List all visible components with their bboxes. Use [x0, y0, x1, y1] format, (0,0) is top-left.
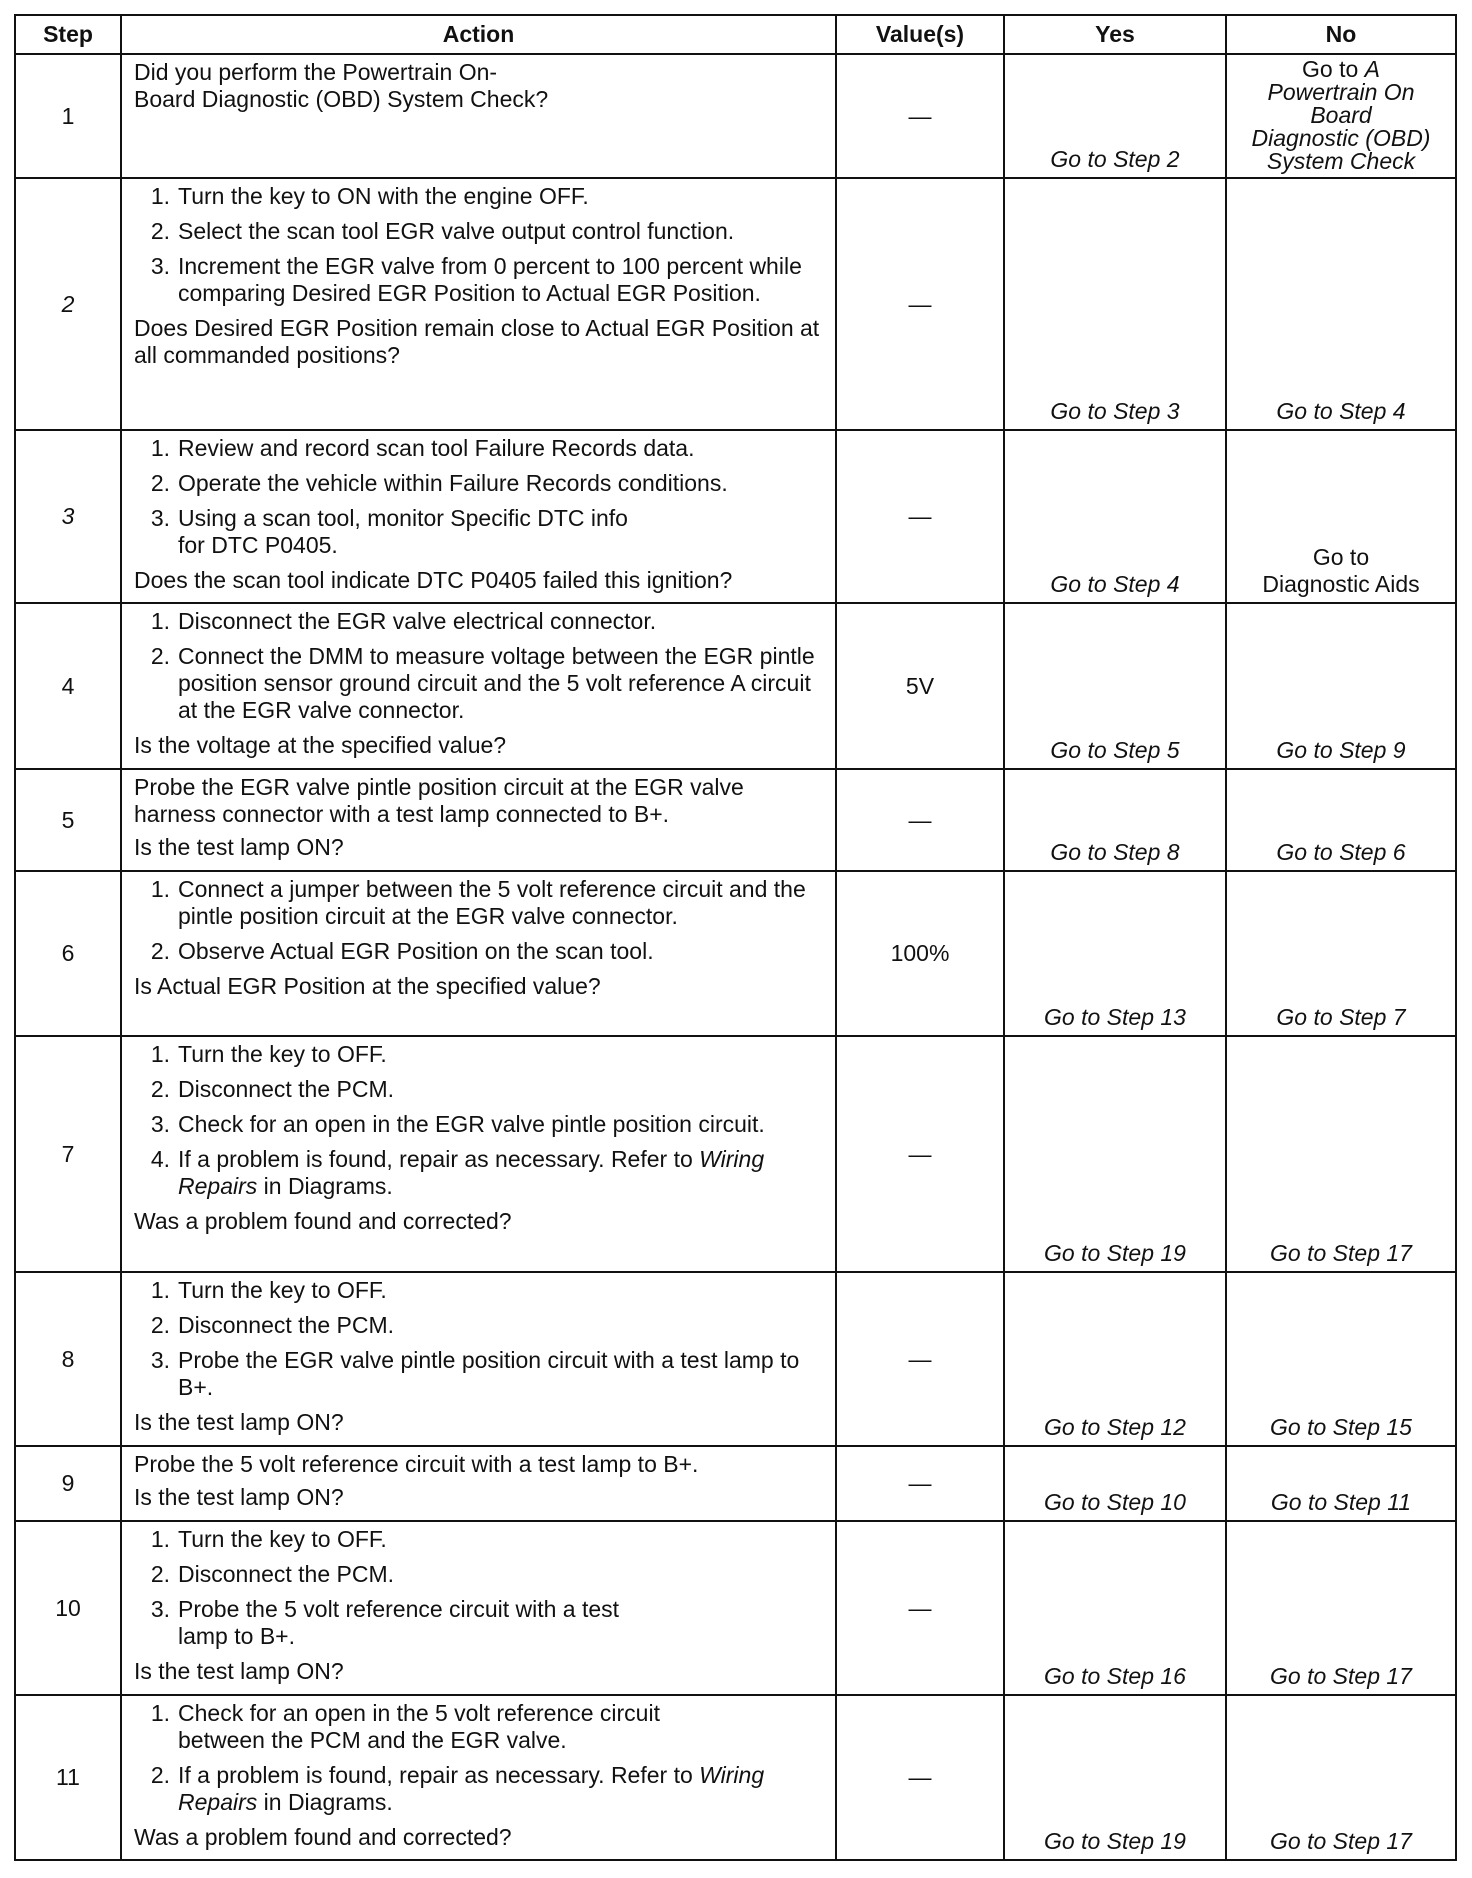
step-number: 6 — [15, 871, 121, 1036]
value-cell: — — [836, 1521, 1004, 1695]
no-cell: Go to Step 4 — [1226, 178, 1456, 430]
header-action: Action — [121, 15, 836, 54]
action-text: Probe the 5 volt reference circuit with a test lamp to B+. — [134, 1451, 699, 1477]
value-cell: — — [836, 1695, 1004, 1860]
step-number: 7 — [15, 1036, 121, 1272]
table-row — [15, 603, 1456, 769]
step-number: 1 — [15, 54, 121, 178]
action-question: Is the test lamp ON? — [134, 1409, 344, 1435]
no-cell: Go to Step 17 — [1226, 1521, 1456, 1695]
no-cell: Go to Step 7 — [1226, 871, 1456, 1036]
no-cell: Go to Step 17 — [1226, 1036, 1456, 1272]
action-item: 1. Turn the key to OFF. — [150, 1277, 387, 1303]
action-item: 3. Probe the 5 volt reference circuit with a test lamp to B+. — [150, 1596, 620, 1649]
action-cell — [121, 871, 836, 1036]
value-cell: 100% — [836, 871, 1004, 1036]
action-question: Does Desired EGR Position remain close to Actual EGR Position at all commanded positions? — [134, 315, 820, 368]
no-cell: Go to Step 9 — [1226, 603, 1456, 769]
action-item: 2. Disconnect the PCM. — [150, 1312, 395, 1338]
yes-cell: Go to Step 8 — [1004, 769, 1226, 871]
action-item: 1. Connect a jumper between the 5 volt reference circuit and the pintle position circuit at the EGR valve connector. — [150, 876, 806, 929]
table-row — [15, 1272, 1456, 1446]
action-cell — [121, 1695, 836, 1860]
header-step: Step — [15, 15, 121, 54]
value-cell: — — [836, 769, 1004, 871]
yes-cell: Go to Step 19 — [1004, 1036, 1226, 1272]
action-item: 3. Check for an open in the EGR valve pintle position circuit. — [150, 1111, 765, 1137]
action-cell — [121, 1036, 836, 1272]
no-line: System Check — [1266, 148, 1416, 174]
action-item: 1. Review and record scan tool Failure Records data. — [150, 435, 695, 461]
no-cell: Go to Step 15 — [1226, 1272, 1456, 1446]
step-number: 4 — [15, 603, 121, 769]
yes-cell: Go to Step 2 — [1004, 54, 1226, 178]
no-cell — [1226, 54, 1456, 178]
action-cell — [121, 54, 836, 178]
action-item: 1. Turn the key to OFF. — [150, 1526, 387, 1552]
no-cell — [1226, 430, 1456, 603]
action-question: Is the voltage at the specified value? — [134, 732, 507, 758]
action-item: 3. Probe the EGR valve pintle position circuit with a test lamp to B+. — [150, 1347, 800, 1400]
action-question: Is the test lamp ON? — [134, 1658, 344, 1684]
action-cell — [121, 1446, 836, 1521]
action-item: 2. Operate the vehicle within Failure Records conditions. — [150, 470, 728, 496]
step-number: 5 — [15, 769, 121, 871]
action-item: 1. Disconnect the EGR valve electrical connector. — [150, 608, 657, 634]
action-item: 1. Check for an open in the 5 volt reference circuit between the PCM and the EGR valve. — [150, 1700, 660, 1753]
yes-cell: Go to Step 4 — [1004, 430, 1226, 603]
step-number: 8 — [15, 1272, 121, 1446]
action-cell — [121, 1272, 836, 1446]
table-row — [15, 1695, 1456, 1860]
table-row — [15, 871, 1456, 1036]
yes-cell: Go to Step 16 — [1004, 1521, 1226, 1695]
action-question: Was a problem found and corrected? — [134, 1208, 512, 1234]
step-number: 9 — [15, 1446, 121, 1521]
value-cell: — — [836, 1272, 1004, 1446]
action-cell — [121, 178, 836, 430]
action-item: 2. Disconnect the PCM. — [150, 1076, 395, 1102]
table-row — [15, 54, 1456, 178]
yes-cell: Go to Step 5 — [1004, 603, 1226, 769]
value-cell: 5V — [836, 603, 1004, 769]
no-line: Powertrain On — [1267, 79, 1415, 105]
no-line: Diagnostic (OBD) — [1251, 125, 1431, 151]
yes-cell: Go to Step 12 — [1004, 1272, 1226, 1446]
action-question: Does the scan tool indicate DTC P0405 failed this ignition? — [134, 567, 733, 593]
no-line: Go to A — [1302, 56, 1380, 82]
action-item: 2. If a problem is found, repair as necessary. Refer to Wiring Repairs in Diagrams. — [150, 1762, 765, 1815]
header-no: No — [1226, 15, 1456, 54]
yes-cell: Go to Step 13 — [1004, 871, 1226, 1036]
action-text: Did you perform the Powertrain On-Board Diagnostic (OBD) System Check? — [134, 59, 549, 112]
header-values: Value(s) — [836, 15, 1004, 54]
table-row — [15, 769, 1456, 871]
yes-cell: Go to Step 10 — [1004, 1446, 1226, 1521]
step-number: 2 — [15, 178, 121, 430]
value-cell: — — [836, 430, 1004, 603]
no-cell: Go to Step 17 — [1226, 1695, 1456, 1860]
header-yes: Yes — [1004, 15, 1226, 54]
table-row — [15, 178, 1456, 430]
action-item: 3. Using a scan tool, monitor Specific DTC info for DTC P0405. — [150, 505, 628, 558]
table-row — [15, 430, 1456, 603]
action-question: Was a problem found and corrected? — [134, 1824, 512, 1850]
step-number: 3 — [15, 430, 121, 603]
action-cell — [121, 603, 836, 769]
yes-cell: Go to Step 19 — [1004, 1695, 1226, 1860]
value-cell: — — [836, 1036, 1004, 1272]
action-question: Is the test lamp ON? — [134, 1484, 344, 1510]
yes-cell: Go to Step 3 — [1004, 178, 1226, 430]
no-line: Board — [1310, 102, 1372, 128]
action-item: 1. Turn the key to OFF. — [150, 1041, 387, 1067]
diagnostic-table — [14, 14, 1457, 1861]
value-cell: — — [836, 178, 1004, 430]
action-cell — [121, 1521, 836, 1695]
action-item: 2. Disconnect the PCM. — [150, 1561, 395, 1587]
action-item: 2. Select the scan tool EGR valve output control function. — [150, 218, 735, 244]
no-line: Go to — [1312, 544, 1370, 570]
no-cell: Go to Step 6 — [1226, 769, 1456, 871]
value-cell: — — [836, 54, 1004, 178]
action-question: Is the test lamp ON? — [134, 834, 344, 860]
action-item: 2. Connect the DMM to measure voltage between the EGR pintle position sensor ground circuit and the 5 volt reference A circuit at the EGR valve connector. — [150, 643, 815, 723]
no-line: Diagnostic Aids — [1262, 571, 1420, 597]
action-text: Probe the EGR valve pintle position circuit at the EGR valve harness connector with a test lamp connected to B+. — [134, 774, 744, 827]
action-cell — [121, 430, 836, 603]
table-row — [15, 1446, 1456, 1521]
step-number: 11 — [15, 1695, 121, 1860]
step-number: 10 — [15, 1521, 121, 1695]
no-cell: Go to Step 11 — [1226, 1446, 1456, 1521]
table-row — [15, 1036, 1456, 1272]
action-item: 1. Turn the key to ON with the engine OFF. — [150, 183, 589, 209]
action-item: 4. If a problem is found, repair as necessary. Refer to Wiring Repairs in Diagrams. — [150, 1146, 765, 1199]
action-question: Is Actual EGR Position at the specified value? — [134, 973, 601, 999]
table-row — [15, 1521, 1456, 1695]
action-item: 3. Increment the EGR valve from 0 percent to 100 percent while comparing Desired EGR Position to Actual EGR Position. — [150, 253, 802, 306]
action-item: 2. Observe Actual EGR Position on the scan tool. — [150, 938, 654, 964]
value-cell: — — [836, 1446, 1004, 1521]
header-row — [15, 15, 1456, 54]
action-cell — [121, 769, 836, 871]
